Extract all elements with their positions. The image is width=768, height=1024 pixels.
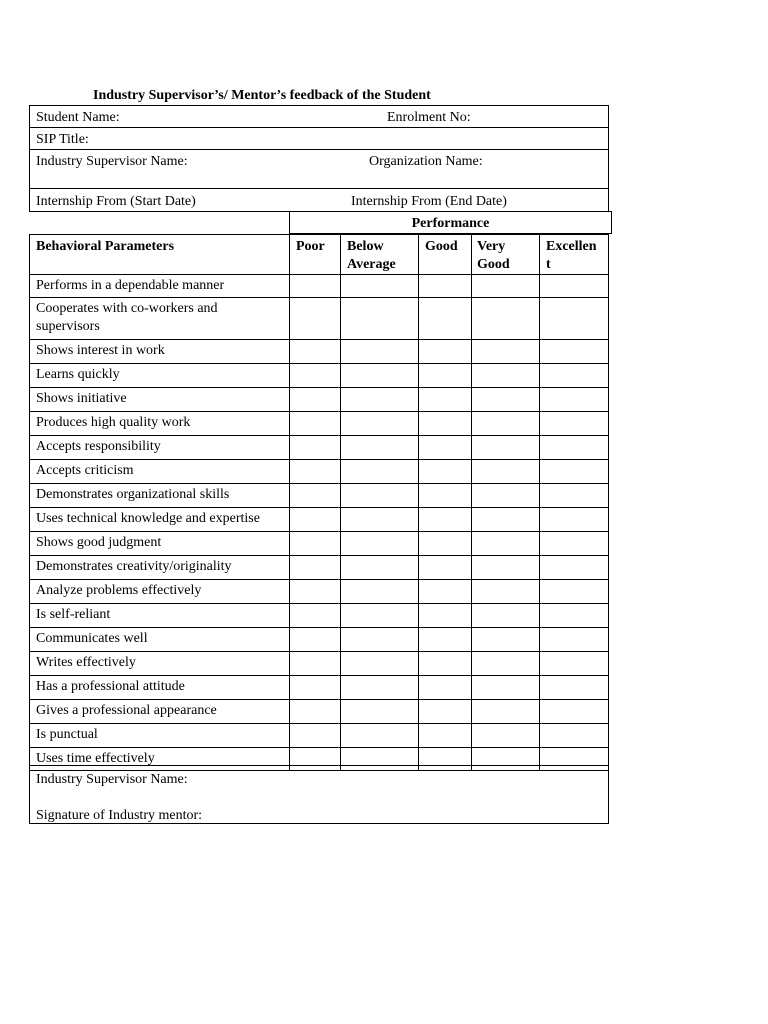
rating-cell[interactable] [419,436,471,459]
rating-cell[interactable] [341,460,418,483]
rating-cell[interactable] [290,298,340,339]
rating-cell[interactable] [290,340,340,363]
rating-cell[interactable] [472,412,539,435]
rating-cell[interactable] [540,436,608,459]
rating-cell[interactable] [540,676,608,699]
rating-cell[interactable] [341,340,418,363]
internship-start-label: Internship From (Start Date) [36,194,196,209]
rating-cell[interactable] [472,652,539,675]
rating-column-header [296,238,325,256]
rating-header-line: Good [477,257,510,272]
rating-cell[interactable] [419,580,471,603]
rating-cell[interactable] [472,340,539,363]
student-name-label: Student Name: [36,110,120,125]
rating-header-line: Below [347,239,384,254]
rating-cell[interactable] [540,724,608,747]
parameter-label: Accepts responsibility [36,439,161,454]
rating-cell[interactable] [540,298,608,339]
footer-supervisor-name-label: Industry Supervisor Name: [36,772,188,787]
rating-cell[interactable] [341,412,418,435]
rating-cell[interactable] [540,556,608,579]
rating-column-header [477,238,510,274]
parameter-label: Demonstrates organizational skills [36,487,230,502]
rating-header-line: t [546,257,551,272]
rating-cell[interactable] [341,484,418,507]
rating-cell[interactable] [341,436,418,459]
parameter-label: Has a professional attitude [36,679,185,694]
rating-cell[interactable] [419,700,471,723]
rating-cell[interactable] [472,724,539,747]
rating-cell[interactable] [472,460,539,483]
rating-cell[interactable] [419,484,471,507]
rating-cell[interactable] [341,388,418,411]
parameter-label: Shows initiative [36,391,127,406]
rating-cell[interactable] [419,628,471,651]
rating-cell[interactable] [341,580,418,603]
internship-end-label: Internship From (End Date) [351,194,507,209]
sip-title-label: SIP Title: [36,132,89,147]
supervisor-name-label: Industry Supervisor Name: [36,154,188,169]
rating-cell[interactable] [290,460,340,483]
rating-cell[interactable] [419,508,471,531]
rating-cell[interactable] [540,460,608,483]
rating-cell[interactable] [472,604,539,627]
enrolment-no-label: Enrolment No: [387,110,471,125]
rating-cell[interactable] [419,724,471,747]
rating-cell[interactable] [419,340,471,363]
rating-cell[interactable] [419,652,471,675]
rating-cell[interactable] [540,388,608,411]
rating-cell[interactable] [419,676,471,699]
rating-cell[interactable] [290,388,340,411]
rating-cell[interactable] [341,676,418,699]
rating-column-header [347,238,396,274]
rating-header-line: Poor [296,239,325,254]
rating-cell[interactable] [540,604,608,627]
rating-cell[interactable] [290,484,340,507]
rating-cell[interactable] [341,724,418,747]
rating-cell[interactable] [341,298,418,339]
signature-label: Signature of Industry mentor: [36,808,203,823]
rating-cell[interactable] [419,556,471,579]
rating-cell[interactable] [290,412,340,435]
rating-cell[interactable] [472,364,539,387]
rating-cell[interactable] [540,532,608,555]
rating-column-header [425,238,458,256]
parameter-label: Communicates well [36,631,148,646]
rating-cell[interactable] [341,364,418,387]
rating-header-line: Average [347,257,396,272]
parameter-label: Shows good judgment [36,535,162,550]
rating-cell[interactable] [290,628,340,651]
rating-cell[interactable] [341,604,418,627]
parameter-label: Demonstrates creativity/originality [36,559,232,574]
parameter-label: Cooperates with co-workers and supervisors [36,301,218,334]
rating-header-line: Excellen [546,239,597,254]
parameter-label: Is self-reliant [36,607,111,622]
rating-cell[interactable] [419,604,471,627]
rating-header-line: Very [477,239,506,254]
rating-cell[interactable] [540,340,608,363]
parameter-label: Shows interest in work [36,343,165,358]
form-title: Industry Supervisor’s/ Mentor’s feedback of the Student [93,88,431,103]
rating-cell[interactable] [472,508,539,531]
rating-cell[interactable] [419,460,471,483]
rating-cell[interactable] [540,412,608,435]
rating-cell[interactable] [472,700,539,723]
rating-column-header [546,238,597,274]
rating-cell[interactable] [290,364,340,387]
rating-cell[interactable] [472,436,539,459]
rating-cell[interactable] [540,700,608,723]
rating-cell[interactable] [540,508,608,531]
parameter-label: Produces high quality work [36,415,191,430]
rating-cell[interactable] [290,532,340,555]
column-divider [29,234,30,770]
rating-cell[interactable] [419,364,471,387]
rating-cell[interactable] [341,508,418,531]
rating-cell[interactable] [290,580,340,603]
rating-cell[interactable] [290,604,340,627]
rating-header-line: Good [425,239,458,254]
rating-cell[interactable] [419,532,471,555]
rating-cell[interactable] [290,652,340,675]
column-divider [608,234,609,770]
rating-cell[interactable] [290,676,340,699]
parameter-label: Performs in a dependable manner [36,278,225,293]
rating-cell[interactable] [341,628,418,651]
divider [29,188,609,189]
rating-cell[interactable] [472,298,539,339]
rating-cell[interactable] [472,532,539,555]
rating-cell[interactable] [290,556,340,579]
parameter-label: Analyze problems effectively [36,583,202,598]
parameter-label: Is punctual [36,727,98,742]
parameters-column-header: Behavioral Parameters [36,239,175,254]
rating-cell[interactable] [472,628,539,651]
rating-cell[interactable] [419,275,471,297]
rating-cell[interactable] [472,275,539,297]
rating-cell[interactable] [290,508,340,531]
parameter-label: Uses technical knowledge and expertise [36,511,260,526]
parameter-label: Gives a professional appearance [36,703,217,718]
rating-cell[interactable] [540,652,608,675]
rating-cell[interactable] [341,652,418,675]
parameter-label: Writes effectively [36,655,136,670]
organization-name-label: Organization Name: [369,154,483,169]
rating-cell[interactable] [419,298,471,339]
rating-cell[interactable] [341,700,418,723]
rating-cell[interactable] [290,436,340,459]
performance-header: Performance [411,216,490,231]
rating-cell[interactable] [341,556,418,579]
rating-cell[interactable] [290,700,340,723]
rating-cell[interactable] [290,275,340,297]
rating-cell[interactable] [419,412,471,435]
rating-cell[interactable] [341,532,418,555]
rating-cell[interactable] [472,556,539,579]
rating-cell[interactable] [341,275,418,297]
rating-cell[interactable] [540,275,608,297]
rating-cell[interactable] [540,628,608,651]
parameter-label: Uses time effectively [36,751,155,766]
divider [29,149,609,150]
divider [29,127,609,128]
rating-cell[interactable] [540,364,608,387]
rating-cell[interactable] [290,724,340,747]
parameter-label: Accepts criticism [36,463,134,478]
rating-cell[interactable] [419,388,471,411]
rating-cell[interactable] [472,388,539,411]
rating-cell[interactable] [472,676,539,699]
rating-cell[interactable] [472,484,539,507]
rating-cell[interactable] [540,580,608,603]
rating-cell[interactable] [472,580,539,603]
rating-cell[interactable] [540,484,608,507]
table-top-border [29,234,609,235]
parameter-label: Learns quickly [36,367,120,382]
